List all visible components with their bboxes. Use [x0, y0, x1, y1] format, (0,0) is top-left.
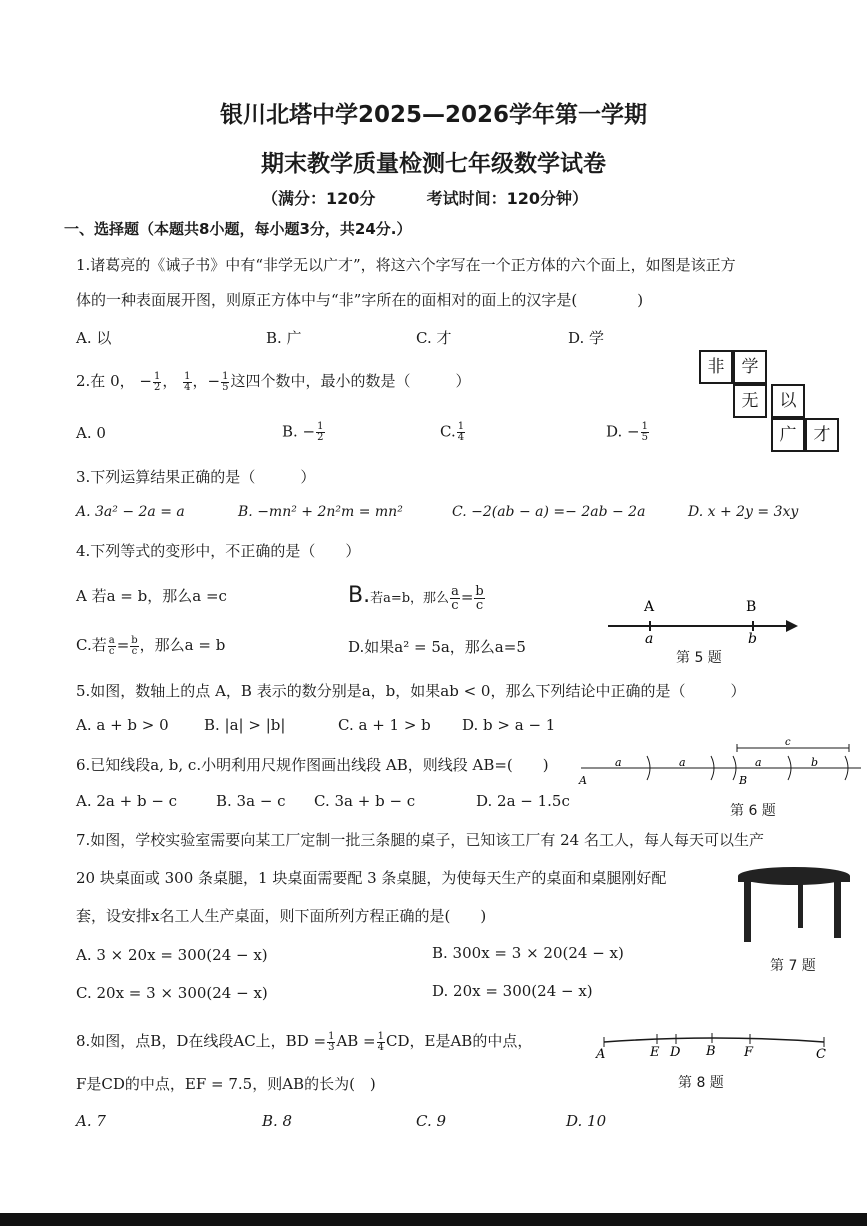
net-cell-6: 才: [805, 418, 839, 452]
figure-8-caption: 第 8 题: [678, 1075, 724, 1091]
label-b: b: [811, 756, 819, 769]
q2-prefix: 2.在 0，: [76, 372, 135, 390]
figure-5-caption: 第 5 题: [676, 650, 722, 666]
q8-stem-line2: F是CD的中点，EF = 7.5，则AB的长为( ): [76, 1075, 376, 1093]
q1-option-b: B. 广: [266, 329, 302, 347]
q4-option-a: A 若a = b，那么a =c: [76, 587, 227, 605]
q8-option-c: C. 9: [416, 1112, 447, 1130]
label-E: E: [650, 1045, 660, 1060]
full-score-label: （满分：120分: [262, 189, 376, 208]
q7-stem-line1: 7.如图，学校实验室需要向某工厂定制一批三条腿的桌子，已知该工厂有 24 名工人，每人每天可以生产: [76, 831, 764, 849]
value-b-label: b: [748, 631, 757, 647]
exam-title-line1: 银川北塔中学2025—2026学年第一学期: [219, 102, 648, 128]
point-B-label: B: [746, 599, 757, 615]
q8-option-b: B. 8: [262, 1112, 293, 1130]
figure-7-caption: 第 7 题: [770, 958, 816, 974]
q1-option-c: C. 才: [416, 329, 452, 347]
table-leg-left: [744, 880, 751, 942]
q3-option-b: B. −mn² + 2n²m = mn²: [238, 504, 403, 520]
exam-subtitle: [262, 186, 588, 209]
q6-option-d: D. 2a − 1.5c: [476, 792, 570, 810]
q6-option-b: B. 3a − c: [216, 792, 286, 810]
value-a-label: a: [645, 631, 654, 647]
net-cell-3: 无: [733, 384, 767, 418]
table-edge: [738, 876, 850, 882]
label-A: A: [596, 1047, 606, 1062]
q5-option-b: B. |a| > |b|: [204, 716, 286, 734]
q3-option-c: C. −2(ab − a) =− 2ab − 2a: [452, 504, 646, 520]
q2-option-a: A. 0: [76, 424, 106, 442]
q5-option-c: C. a + 1 > b: [338, 716, 431, 734]
q6-option-c: C. 3a + b − c: [314, 792, 416, 810]
table-leg-middle: [798, 882, 803, 928]
q7-option-c: C. 20x = 3 × 300(24 − x): [76, 984, 268, 1002]
scan-bottom-edge: [0, 1213, 867, 1226]
q4-option-b: B.若a=b，那么 $\frac{a}{c}$ = $\frac{b}{c}$: [348, 583, 484, 613]
q6-option-a: A. 2a + b − c: [76, 792, 178, 810]
label-a-1: a: [615, 756, 622, 769]
segment-construction-figure: [575, 734, 867, 794]
segment-AC: [604, 1038, 824, 1042]
q6-stem: 6.已知线段a, b, c.小明利用尺规作图画出线段 AB，则线段 AB=( ): [76, 756, 549, 774]
q4-option-c: C.若 $\frac{a}{c}$ = $\frac{b}{c}$ ，那么a = b: [76, 634, 226, 657]
q3-stem: 3.下列运算结果正确的是（ ）: [76, 468, 316, 486]
q2-option-c: C. $\frac{1}{4}$: [440, 421, 465, 443]
q2-frac-half: $\frac{1}{2}$: [153, 370, 161, 393]
q7-stem-line2: 20 块桌面或 300 条桌腿，1 块桌面需要配 3 条桌腿，为使每天生产的桌面和桌腿刚好配: [76, 869, 667, 887]
table-leg-right: [834, 880, 841, 938]
label-F: F: [744, 1045, 754, 1060]
net-cell-2: 学: [733, 350, 767, 384]
figure-6-caption: 第 6 题: [730, 803, 776, 819]
q5-option-d: D. b > a − 1: [462, 716, 556, 734]
q2-option-b: B. − $\frac{1}{2}$: [282, 421, 324, 443]
q8-option-d: D. 10: [566, 1112, 607, 1130]
q7-option-a: A. 3 × 20x = 300(24 − x): [76, 946, 268, 964]
label-A: A: [579, 774, 587, 787]
label-a-2: a: [679, 756, 686, 769]
q4-stem: 4.下列等式的变形中，不正确的是（ ）: [76, 542, 361, 560]
q1-stem-line1: 1.诸葛亮的《诫子书》中有“非学无以广才”，将这六个字写在一个正方体的六个面上，如图是该正方: [76, 256, 736, 274]
exam-time-label: 考试时间：120分钟）: [426, 189, 588, 208]
arrow-right-icon: [786, 620, 798, 632]
q1-option-d: D. 学: [568, 329, 605, 347]
q7-stem-line3: 套，设安排x名工人生产桌面，则下面所列方程正确的是( ): [76, 907, 487, 925]
label-B: B: [706, 1044, 716, 1059]
label-a-3: a: [755, 756, 762, 769]
q7-option-b: B. 300x = 3 × 20(24 − x): [432, 944, 624, 962]
q2-suffix: 这四个数中，最小的数是（ ）: [230, 372, 471, 390]
label-B: B: [739, 774, 748, 787]
q2-frac-quarter: $\frac{1}{4}$: [184, 370, 191, 393]
q8-stem-line1: 8.如图，点B，D在线段AC上，BD = $\frac{1}{3}$ AB = $\frac{1}{4}$ CD，E是AB的中点，: [76, 1030, 533, 1053]
q5-stem: 5.如图，数轴上的点 A，B 表示的数分别是a，b，如果ab < 0，那么下列结论中正确的是（ ）: [76, 682, 746, 700]
q4-option-d: D.如果a² = 5a，那么a=5: [348, 638, 526, 656]
net-cell-4: 以: [771, 384, 805, 418]
q2-frac-fifth: $\frac{1}{5}$: [222, 370, 229, 393]
exam-title-line2: 期末教学质量检测七年级数学试卷: [261, 151, 606, 177]
q8-frac-quarter: $\frac{1}{4}$: [377, 1030, 385, 1053]
q5-option-a: A. a + b > 0: [76, 716, 169, 734]
q1-stem-line2: 体的一种表面展开图，则原正方体中与“非”字所在的面相对的面上的汉字是( ): [76, 291, 644, 309]
q3-option-d: D. x + 2y = 3xy: [688, 504, 799, 520]
point-A-label: A: [644, 599, 655, 615]
net-cell-1: 非: [699, 350, 733, 384]
label-c: c: [785, 737, 791, 748]
three-leg-table-figure: [734, 862, 854, 950]
q2-stem: 2.在 0， − $\frac{1}{2}$ ， $\frac{1}{4}$ ，− $\frac{1}{5}$ 这四个数中，最小的数是（ ）: [76, 370, 471, 393]
segment-AC-figure: [594, 1028, 834, 1062]
label-D: D: [670, 1045, 681, 1060]
label-C: C: [816, 1047, 826, 1062]
q7-option-d: D. 20x = 300(24 − x): [432, 982, 593, 1000]
q8-frac-third: $\frac{1}{3}$: [328, 1030, 335, 1053]
q3-option-a: A. 3a² − 2a = a: [76, 504, 185, 520]
q8-option-a: A. 7: [76, 1112, 106, 1130]
net-cell-5: 广: [771, 418, 805, 452]
q2-option-d: D. − $\frac{1}{5}$: [606, 421, 648, 443]
section-heading: 一、选择题（本题共8小题，每小题3分，共24分.）: [64, 220, 412, 238]
q1-option-a: A. 以: [76, 329, 112, 347]
